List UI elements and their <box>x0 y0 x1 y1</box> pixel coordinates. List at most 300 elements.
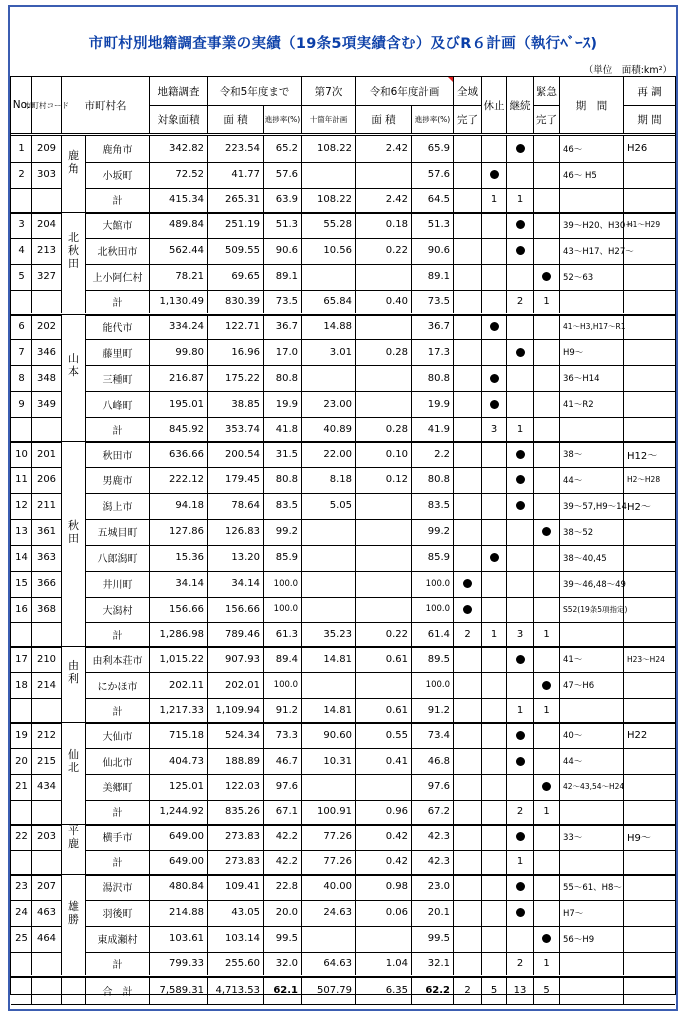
status-dot <box>516 882 525 891</box>
r5-area-cell: 41.77 <box>231 169 260 181</box>
resurvey-cell <box>624 672 675 698</box>
r6-rate-cell: 2.2 <box>434 448 450 460</box>
pause-cell <box>482 212 506 238</box>
grid-vline <box>31 646 32 722</box>
resurvey-cell <box>624 339 675 365</box>
row-no: 11 <box>15 474 28 486</box>
grid-hline <box>533 105 559 106</box>
status-dot <box>516 908 525 917</box>
urgent-cell <box>534 824 559 850</box>
r5-area-cell: 188.89 <box>225 755 260 767</box>
subtotal-r6-rate-cell: 61.4 <box>427 628 450 640</box>
grid-vline <box>623 824 624 874</box>
plan7-cell: 8.18 <box>329 474 352 486</box>
area-cell: 127.86 <box>169 526 204 538</box>
area-cell: 156.66 <box>169 603 204 615</box>
grid-vline <box>533 646 534 722</box>
header-period: 期 間 <box>575 99 608 112</box>
resurvey-cell <box>624 874 675 900</box>
plan7-cell: 23.00 <box>323 398 352 410</box>
subtotal-plan7-cell: 100.91 <box>317 806 352 818</box>
subtotal-r6-rate-cell: 64.5 <box>427 194 450 206</box>
subtotal-r5-area-cell: 1,109.94 <box>215 704 260 716</box>
pause-cell <box>482 926 506 952</box>
grid-vline <box>301 976 302 1004</box>
row-municipality: 五城目町 <box>97 528 138 540</box>
grid-vline <box>149 722 150 824</box>
full-cell <box>454 238 481 264</box>
subtotal-urgent-cell: 1 <box>543 806 550 818</box>
plan7-cell <box>302 519 355 545</box>
r5-area-cell: 200.54 <box>225 448 260 460</box>
header-r5: 令和5年度まで <box>219 85 290 98</box>
header-survey-area: 地籍調査 <box>157 85 200 98</box>
r5-area-cell: 223.54 <box>225 143 260 155</box>
plan7-cell: 55.28 <box>323 219 352 231</box>
r5-area-cell: 103.14 <box>225 933 260 945</box>
r5-area-cell: 175.22 <box>225 372 260 384</box>
row-code: 349 <box>36 398 57 410</box>
urgent-cell <box>534 545 559 571</box>
region-char: 角 <box>68 161 79 175</box>
header-r6-rate: 進捗率(%) <box>414 114 451 124</box>
resurvey-cell <box>624 264 675 290</box>
period-cell: 46～ H5 <box>563 170 597 181</box>
grid-vline <box>85 722 86 824</box>
region-label <box>62 722 85 800</box>
area-cell: 342.82 <box>169 143 204 155</box>
full-cell <box>454 545 481 571</box>
subtotal-urgent-cell: 1 <box>543 958 550 969</box>
subtotal-r6-area-cell: 0.61 <box>385 704 408 716</box>
full-cell <box>454 774 481 800</box>
urgent-cell <box>534 597 559 623</box>
header-plan7-2: 十箇年計画 <box>309 114 348 124</box>
grid-vline <box>481 722 482 824</box>
row-municipality: 仙北市 <box>102 757 133 769</box>
subtotal-r5-rate-cell: 73.5 <box>275 296 298 307</box>
r5-rate-cell: 31.5 <box>275 448 298 460</box>
pause-cell <box>482 519 506 545</box>
plan7-cell: 22.00 <box>323 448 352 460</box>
pause-cell <box>482 545 506 571</box>
continue-cell <box>507 926 533 952</box>
subtotal-r6-area-cell: 0.42 <box>385 856 408 868</box>
subtotal-area-cell: 799.33 <box>169 958 204 969</box>
subtotal-r5-rate-cell: 63.9 <box>275 194 298 206</box>
r6-rate-cell: 99.5 <box>427 933 450 945</box>
row-code: 434 <box>36 781 57 793</box>
subtotal-label: 計 <box>112 960 123 971</box>
area-cell: 222.12 <box>169 474 204 486</box>
grid-vline <box>263 976 264 1004</box>
grid-vline <box>623 77 624 133</box>
row-no: 15 <box>15 578 28 590</box>
subtotal-full-cell: 2 <box>464 628 471 640</box>
region-label <box>62 646 85 698</box>
header-no: No. <box>12 99 31 111</box>
grid-hline <box>11 1004 675 1005</box>
grid-vline <box>506 976 507 1004</box>
continue-cell <box>507 646 533 672</box>
row-municipality: 藤里町 <box>102 348 133 360</box>
r6-area-cell <box>356 519 411 545</box>
grid-vline <box>301 646 302 722</box>
subtotal-r5-rate-cell: 61.3 <box>275 628 298 640</box>
full-cell <box>454 314 481 340</box>
row-no: 10 <box>15 448 28 460</box>
status-dot <box>463 579 472 588</box>
row-no: 13 <box>15 526 28 538</box>
area-cell: 562.44 <box>169 245 204 257</box>
plan7-cell: 5.05 <box>329 500 352 512</box>
region-label <box>62 212 85 290</box>
continue-cell <box>507 365 533 391</box>
resurvey-cell <box>624 162 675 188</box>
plan7-cell: 14.81 <box>323 653 352 665</box>
grid-vline <box>453 77 454 133</box>
r6-rate-cell: 99.2 <box>427 526 450 538</box>
period-cell: 47～H6 <box>563 681 595 692</box>
resurvey-cell <box>624 365 675 391</box>
grand-total-plan7-cell: 507.79 <box>317 985 352 996</box>
continue-cell <box>507 314 533 340</box>
grid-vline <box>207 212 208 314</box>
area-cell: 99.80 <box>175 346 204 358</box>
status-dot <box>542 272 551 281</box>
resurvey-cell <box>624 774 675 800</box>
resurvey-cell <box>624 238 675 264</box>
grid-vline <box>559 77 560 133</box>
plan7-cell: 14.88 <box>323 320 352 332</box>
period-cell: 56～H9 <box>563 934 595 945</box>
r6-area-cell: 0.28 <box>385 346 408 358</box>
resurvey-cell <box>624 519 675 545</box>
full-cell <box>454 162 481 188</box>
period-cell: 39～46,48～49 <box>563 579 626 590</box>
subtotal-area-cell: 845.92 <box>169 423 204 435</box>
row-municipality: 羽後町 <box>102 909 133 921</box>
period-cell: 44～ <box>563 475 583 486</box>
subtotal-plan7-cell: 77.26 <box>323 856 352 868</box>
grid-vline <box>481 77 482 133</box>
grand-total-r6-area-cell: 6.35 <box>385 985 408 996</box>
plan7-cell <box>302 162 355 188</box>
pause-cell <box>482 238 506 264</box>
subtotal-pause-cell <box>482 800 506 824</box>
row-municipality: 大仙市 <box>102 731 133 743</box>
subtotal-r6-area-cell: 0.96 <box>385 806 408 818</box>
full-cell <box>454 441 481 467</box>
grid-vline <box>411 976 412 1004</box>
header-r5-area: 面 積 <box>223 113 248 126</box>
grid-vline <box>207 136 208 212</box>
continue-cell <box>507 722 533 748</box>
grid-vline <box>481 212 482 314</box>
r5-area-cell: 907.93 <box>225 653 260 665</box>
grid-vline <box>623 136 624 212</box>
grid-vline <box>207 874 208 976</box>
row-municipality: 上小阿仁村 <box>92 273 143 285</box>
plan7-cell: 108.22 <box>317 143 352 155</box>
row-no: 1 <box>18 143 25 155</box>
row-municipality: 北秋田市 <box>97 247 138 259</box>
region-char: 秋 <box>68 244 79 258</box>
header-survey-area-2: 対象面積 <box>157 113 200 126</box>
resurvey-cell <box>624 597 675 623</box>
row-code: 464 <box>36 933 57 945</box>
subtotal-r5-rate-cell: 42.2 <box>275 856 298 868</box>
r6-rate-cell: 46.8 <box>427 755 450 767</box>
r5-area-cell: 38.85 <box>231 398 260 410</box>
row-no: 8 <box>18 372 25 384</box>
row-no: 3 <box>18 219 25 231</box>
status-dot <box>516 757 525 766</box>
grid-vline <box>533 722 534 824</box>
grid-vline <box>533 212 534 314</box>
r6-area-cell: 0.41 <box>385 755 408 767</box>
subtotal-r6-rate-cell: 42.3 <box>427 856 450 868</box>
row-municipality: 井川町 <box>102 580 133 592</box>
r6-area-cell: 0.18 <box>385 219 408 231</box>
grid-vline <box>533 976 534 1004</box>
plan7-cell: 90.60 <box>323 729 352 741</box>
plan7-cell: 40.00 <box>323 881 352 893</box>
period-cell: S52(19条5項指定) <box>563 604 628 614</box>
area-cell: 1,015.22 <box>159 653 204 665</box>
status-dot <box>542 681 551 690</box>
area-cell: 125.01 <box>169 781 204 793</box>
plan7-cell <box>302 264 355 290</box>
grid-vline <box>355 824 356 874</box>
subtotal-area-cell: 1,286.98 <box>159 628 204 640</box>
row-code: 368 <box>36 603 57 615</box>
subtotal-area-cell: 1,217.33 <box>159 704 204 716</box>
continue-cell <box>507 238 533 264</box>
area-cell: 103.61 <box>169 933 204 945</box>
row-no: 23 <box>15 881 28 893</box>
continue-cell <box>507 824 533 850</box>
subtotal-r5-rate-cell: 67.1 <box>275 806 298 818</box>
r6-rate-cell: 19.9 <box>427 398 450 410</box>
grid-vline <box>85 314 86 442</box>
grid-hline <box>623 105 675 106</box>
period-cell: 44～ <box>563 757 583 768</box>
row-code: 366 <box>36 578 57 590</box>
grid-vline <box>301 212 302 314</box>
urgent-cell <box>534 571 559 597</box>
r6-rate-cell: 20.1 <box>427 907 450 919</box>
grid-vline <box>559 874 560 976</box>
grid-vline <box>533 77 534 133</box>
urgent-cell <box>534 264 559 290</box>
grid-vline <box>481 314 482 442</box>
area-cell: 214.88 <box>169 907 204 919</box>
pause-cell <box>482 571 506 597</box>
subtotal-plan7-cell: 64.63 <box>323 958 352 969</box>
r5-area-cell: 69.65 <box>231 271 260 283</box>
row-code: 213 <box>36 245 57 257</box>
period-cell: 55～61、H8～ <box>563 882 622 893</box>
urgent-cell <box>534 391 559 417</box>
subtotal-r6-rate-cell: 73.5 <box>427 296 450 307</box>
grid-vline <box>559 976 560 1004</box>
region-char: 田 <box>68 531 79 545</box>
header-resurvey-2: 期 間 <box>637 113 662 126</box>
grid-vline <box>355 441 356 646</box>
grid-vline <box>411 105 412 133</box>
plan7-cell <box>302 672 355 698</box>
row-no: 4 <box>18 245 25 257</box>
period-cell: 41～R2 <box>563 400 594 411</box>
urgent-cell <box>534 900 559 926</box>
grid-vline <box>85 646 86 722</box>
grid-vline <box>355 314 356 442</box>
grid-vline <box>453 824 454 874</box>
full-cell <box>454 136 481 162</box>
subtotal-urgent-cell: 1 <box>543 704 550 716</box>
urgent-cell <box>534 646 559 672</box>
urgent-cell <box>534 238 559 264</box>
r5-area-cell: 122.03 <box>225 781 260 793</box>
full-cell <box>454 722 481 748</box>
grid-vline <box>481 874 482 976</box>
full-cell <box>454 926 481 952</box>
grid-vline <box>623 314 624 442</box>
grid-vline <box>623 441 624 646</box>
row-code: 215 <box>36 755 57 767</box>
grid-vline <box>301 314 302 442</box>
grid-vline <box>559 441 560 646</box>
row-code: 209 <box>36 143 57 155</box>
grid-vline <box>559 824 560 874</box>
pause-cell <box>482 874 506 900</box>
row-code: 346 <box>36 346 57 358</box>
period-cell: 38～40,45 <box>563 553 607 564</box>
region-char: 北 <box>68 231 79 245</box>
continue-cell <box>507 571 533 597</box>
r5-rate-cell: 51.3 <box>275 219 298 231</box>
grid-vline <box>559 314 560 442</box>
resurvey-cell <box>624 391 675 417</box>
grid-vline <box>481 976 482 1004</box>
r6-rate-cell: 89.5 <box>427 653 450 665</box>
subtotal-r6-rate-cell: 67.2 <box>427 806 450 818</box>
status-dot <box>490 553 499 562</box>
grand-total-r6-rate-cell: 62.2 <box>425 985 450 996</box>
r5-area-cell: 34.14 <box>231 578 260 590</box>
region-char: 山 <box>68 352 79 366</box>
subtotal-r5-area-cell: 273.83 <box>225 856 260 868</box>
subtotal-pause-cell <box>482 850 506 874</box>
status-dot <box>516 144 525 153</box>
grid-vline <box>453 212 454 314</box>
resurvey-cell: H23～H24 <box>627 654 665 664</box>
grid-vline <box>506 136 507 212</box>
status-dot <box>490 400 499 409</box>
full-cell <box>454 874 481 900</box>
grid-vline <box>533 314 534 442</box>
subtotal-full-cell <box>454 800 481 824</box>
grand-total-label: 合 計 <box>102 987 133 998</box>
pause-cell <box>482 441 506 467</box>
pause-cell <box>482 597 506 623</box>
row-municipality: 大館市 <box>102 221 133 233</box>
unit-note: （単位 面積:km²） <box>583 65 672 76</box>
grid-vline <box>453 441 454 646</box>
row-no: 12 <box>15 500 28 512</box>
r6-area-cell <box>356 774 411 800</box>
row-no: 17 <box>15 653 28 665</box>
full-cell <box>454 571 481 597</box>
grid-vline <box>411 314 412 442</box>
grid-vline <box>149 212 150 314</box>
status-dot <box>463 605 472 614</box>
grid-vline <box>453 136 454 212</box>
grid-vline <box>355 136 356 212</box>
pause-cell <box>482 646 506 672</box>
subtotal-r6-rate-cell: 41.9 <box>427 423 450 435</box>
grid-vline <box>506 314 507 442</box>
grid-vline <box>506 441 507 646</box>
grid-vline <box>481 441 482 646</box>
r5-rate-cell: 36.7 <box>275 320 298 332</box>
r5-rate-cell: 22.8 <box>275 881 298 893</box>
r5-area-cell: 202.01 <box>225 679 260 691</box>
header-code: 市町村コード <box>24 100 69 110</box>
subtotal-continue-cell: 2 <box>516 806 524 818</box>
subtotal-r5-area-cell: 255.60 <box>225 958 260 969</box>
grid-vline <box>207 314 208 442</box>
continue-cell <box>507 391 533 417</box>
pause-cell <box>482 339 506 365</box>
status-dot <box>516 731 525 740</box>
region-char: 平 <box>68 823 79 837</box>
subtotal-area-cell: 415.34 <box>169 194 204 206</box>
urgent-cell <box>534 212 559 238</box>
grid-vline <box>207 441 208 646</box>
grid-vline <box>61 77 62 133</box>
subtotal-r6-area-cell: 0.22 <box>385 628 408 640</box>
row-municipality: 湯沢市 <box>102 883 133 895</box>
grid-vline <box>506 824 507 874</box>
subtotal-pause-cell: 1 <box>490 194 498 206</box>
subtotal-full-cell <box>454 290 481 314</box>
continue-cell <box>507 597 533 623</box>
pause-cell <box>482 493 506 519</box>
region-char: 北 <box>68 761 79 775</box>
subtotal-r6-area-cell: 0.28 <box>385 423 408 435</box>
status-dot <box>542 782 551 791</box>
r5-rate-cell: 89.1 <box>275 271 298 283</box>
r5-area-cell: 122.71 <box>225 320 260 332</box>
status-dot <box>516 475 525 484</box>
area-cell: 195.01 <box>169 398 204 410</box>
grid-vline <box>149 136 150 212</box>
period-cell: H9～ <box>563 348 584 359</box>
grid-vline <box>559 722 560 824</box>
grid-vline <box>623 874 624 976</box>
row-no: 25 <box>15 933 28 945</box>
r6-area-cell <box>356 672 411 698</box>
header-r6-area: 面 積 <box>371 113 396 126</box>
area-cell: 72.52 <box>175 169 204 181</box>
period-cell: 39～H20、H30～ <box>563 220 634 231</box>
subtotal-label: 計 <box>112 808 123 820</box>
status-dot <box>516 655 525 664</box>
survey-table <box>10 76 676 998</box>
subtotal-pause-cell <box>482 290 506 314</box>
